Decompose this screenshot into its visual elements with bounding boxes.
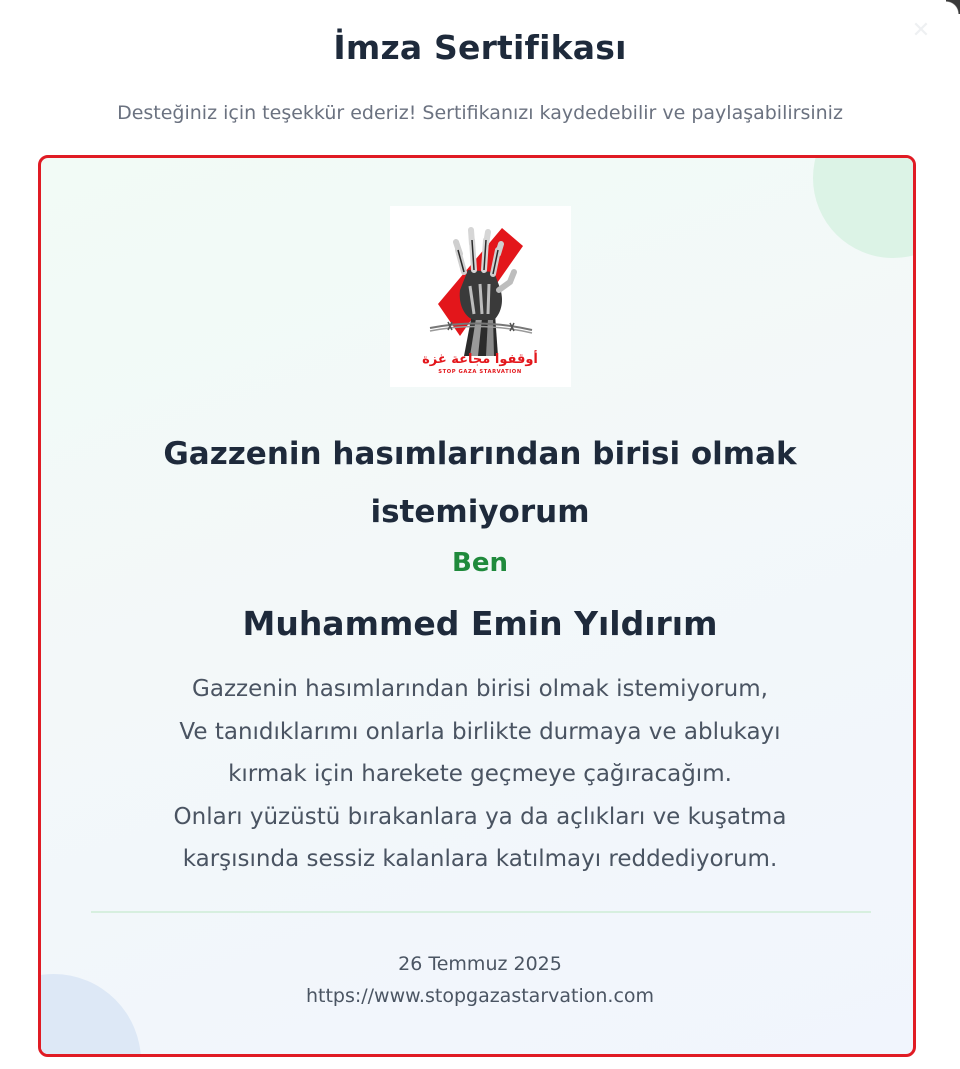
pledge-line: karşısında sessiz kalanlara katılmayı reddediyorum. (182, 846, 778, 872)
certificate-ben-label: Ben (452, 548, 508, 578)
certificate-heading-line: istemiyorum (370, 494, 590, 530)
stop-gaza-starvation-logo (390, 206, 571, 387)
logo-arabic-text: أوقفوا مجاعة غزة (422, 352, 538, 367)
skeletal-hand-barbed-wire-logo-icon (390, 206, 571, 387)
signer-name: Muhammed Emin Yıldırım (242, 604, 718, 643)
close-icon[interactable]: ✕ (911, 18, 931, 43)
modal-title: İmza Sertifikası (333, 28, 627, 67)
decorative-circle-top (813, 155, 916, 258)
pledge-line: Gazzenin hasımlarından birisi olmak istemiyorum, (192, 676, 768, 702)
modal-corner (946, 0, 960, 14)
certificate-heading-line: Gazzenin hasımlarından birisi olmak (163, 436, 797, 472)
pledge-line: Ve tanıdıklarımı onlarla birlikte durmaya ve ablukayı (179, 718, 781, 745)
certificate-divider (91, 911, 871, 913)
modal-subtitle: Desteğiniz için teşekkür ederiz! Sertifikanızı kaydedebilir ve paylaşabilirsiniz (117, 102, 843, 124)
certificate-pledge-text (101, 668, 859, 881)
certificate-heading (101, 425, 859, 541)
pledge-line: kırmak için harekete geçmeye çağıracağım. (228, 761, 732, 787)
pledge-line: Onları yüzüstü bırakanlara ya da açlıkları ve kuşatma (173, 803, 787, 830)
logo-english-text: STOP GAZA STARVATION (438, 369, 522, 375)
certificate-url: https://www.stopgazastarvation.com (305, 985, 655, 1007)
signature-certificate-card (38, 155, 916, 1057)
certificate-date: 26 Temmuz 2025 (398, 953, 562, 975)
